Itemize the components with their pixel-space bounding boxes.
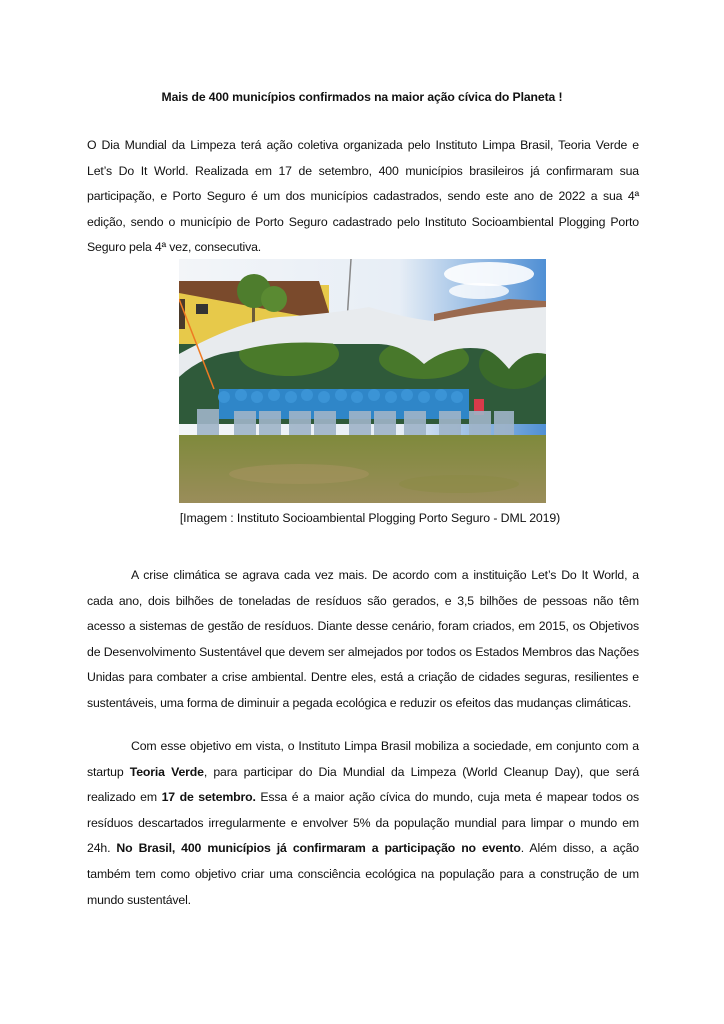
image-caption: [Imagem : Instituto Socioambiental Plogging Porto Seguro - DML 2019) (179, 511, 561, 525)
document-title: Mais de 400 municípios confirmados na maior ação cívica do Planeta ! (161, 90, 563, 104)
text-segment: Com esse objetivo em vista, o Instituto Limpa Brasil mobiliza a sociedade, em conjunto com a startup (87, 739, 639, 779)
bold-date: 17 de setembro. (161, 790, 256, 805)
paragraph-mobilization (87, 734, 639, 913)
text-segment: , para participar do Dia Mundial da Limpeza (World Cleanup Day), que será realizado em (87, 764, 640, 805)
bold-municipalities: No Brasil, 400 municípios já confirmaram a participação no evento (116, 841, 521, 856)
group-photo-illustration (179, 259, 546, 503)
bold-teoria-verde: Teoria Verde (129, 764, 204, 779)
paragraph-climate-crisis: A crise climática se agrava cada vez mais. De acordo com a instituição Let’s Do It World, a cada ano, dois bilhões de toneladas de resíduos são gerados, e 3,5 bilhões de pessoas não têm acesso a sistemas de gestão de resíduos. Diante desse cenário, foram criados, em 2015, os Objetivos de Desenvolvimento Sustentável que devem ser almejados por todos os Estados Membros das Nações Unidas para combater a crise ambiental. Dentre eles, está a criação de cidades seguras, resilientes e sustentáveis, uma forma de diminuir a pegada ecológica e reduzir os efeitos das mudanças climáticas. (87, 568, 639, 710)
event-photo (179, 259, 546, 503)
paragraph-intro: O Dia Mundial da Limpeza terá ação coletiva organizada pelo Instituto Limpa Brasil, Teoria Verde e Let’s Do It World. Realizada em 17 de setembro, 400 municípios brasileiros já confirmaram sua participação, e Porto Seguro é um dos municípios cadastrados, sendo este ano de 2022 a sua 4ª edição, sendo o município de Porto Seguro cadastrado pelo Instituto Socioambiental Plogging Porto Seguro pela 4ª vez, consecutiva. (87, 138, 639, 255)
text-segment: Essa é a maior ação cívica do mundo, cuja meta é mapear todos os resíduos descartados irregularmente e envolver 5% da população mundial para limpar o mundo em 24h. (87, 790, 639, 856)
text-segment: . Além disso, a ação também tem como objetivo criar uma consciência ecológica na população para a construção de um mundo sustentável. (87, 841, 639, 907)
